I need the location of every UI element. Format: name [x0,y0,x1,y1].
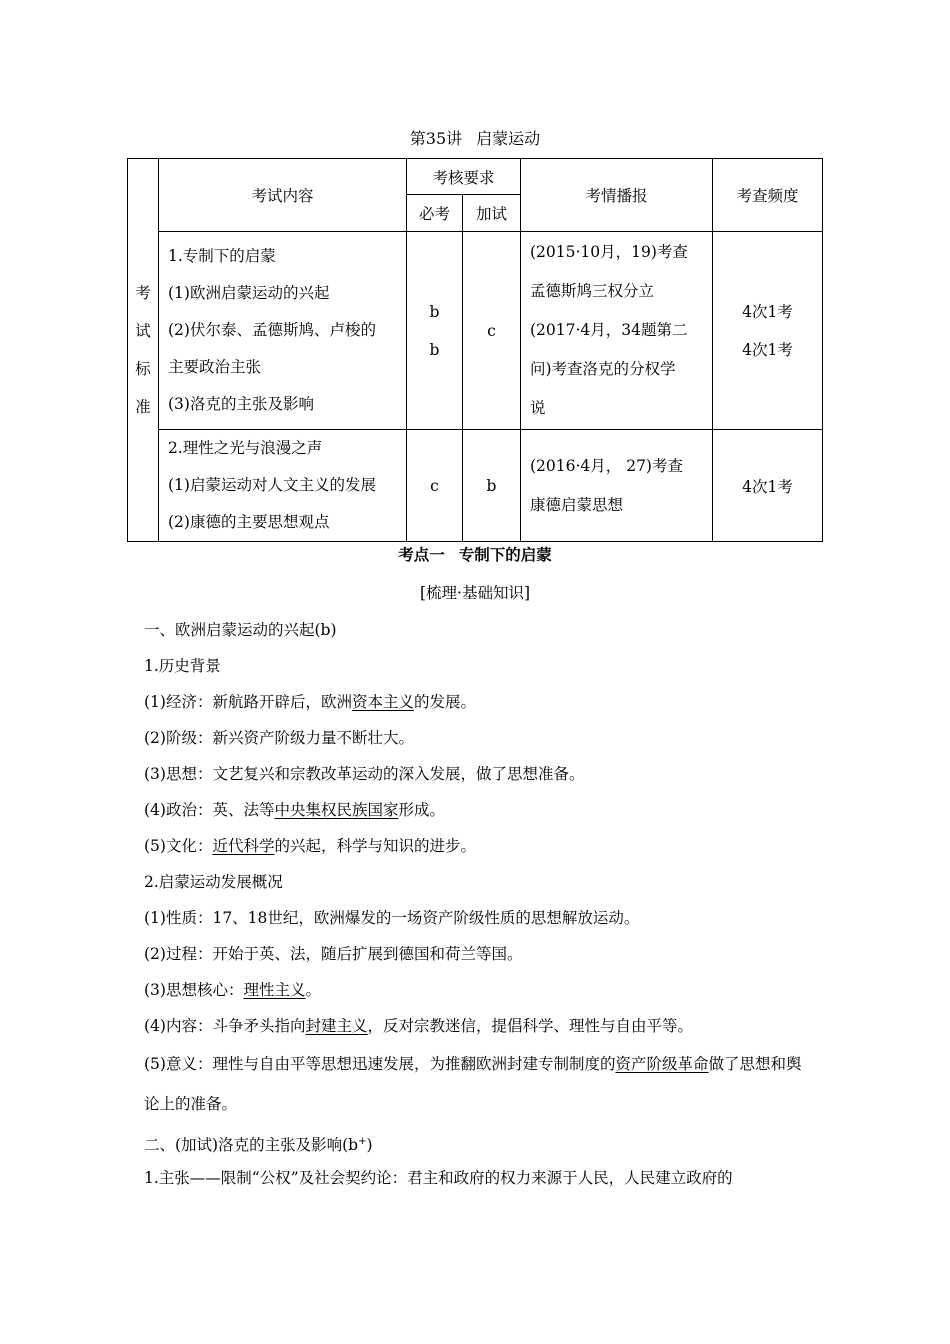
table-row [128,430,823,542]
list-item: (5)意义：理性与自由平等思想迅速发展，为推翻欧洲封建专制制度的资产阶级革命做了思想和舆论上的准备。 [144,1055,802,1113]
key-term: 资产阶级革命 [615,1055,709,1073]
row2-report: (2016·4月， 27)考查 康德启蒙思想 [521,430,713,542]
list-item: (1)经济：新航路开辟后，欧洲资本主义的发展。 [144,693,476,711]
list-item: (3)思想核心：理性主义。 [144,981,321,999]
body-text [144,612,814,1196]
paragraph: 1.主张——限制“公权”及社会契约论：君主和政府的权力来源于人民，人民建立政府的 [144,1169,733,1187]
list-item: (2)阶级：新兴资产阶级力量不断壮大。 [144,729,414,747]
key-term: 中央集权民族国家 [274,801,399,819]
page-title [0,126,950,149]
table-row [128,232,823,430]
row2-content: 2.理性之光与浪漫之声 (1)启蒙运动对人文主义的发展 (2)康德的主要思想观点 [159,430,407,542]
key-term: 封建主义 [305,1017,368,1035]
list-item: (5)文化：近代科学的兴起，科学与知识的进步。 [144,837,476,855]
lecture-number: 第35讲 [409,129,463,148]
list-item: (4)内容：斗争矛头指向封建主义，反对宗教迷信，提倡科学、理性与自由平等。 [144,1017,693,1035]
section-title: 专制下的启蒙 [458,546,552,564]
heading-enlightenment-rise: 一、欧洲启蒙运动的兴起(b) [144,621,337,639]
key-term: 理性主义 [243,981,306,999]
row1-extra: c [463,232,521,430]
header-extra: 加试 [463,195,521,232]
section-subtitle: [梳理·基础知识] [419,584,531,602]
section-label: 考点一 [398,546,445,564]
side-label: 考 试 标 准 [128,159,159,542]
list-item: (3)思想：文艺复兴和宗教改革运动的深入发展，做了思想准备。 [144,765,585,783]
key-term: 近代科学 [212,837,275,855]
exam-standard-table [127,158,823,542]
row2-required: c [407,430,463,542]
header-report: 考情播报 [521,159,713,232]
subheading-background: 1.历史背景 [144,657,221,675]
row1-content: 1.专制下的启蒙 (1)欧洲启蒙运动的兴起 (2)伏尔泰、孟德斯鸠、卢梭的 主要政治主张 (3)洛克的主张及影响 [159,232,407,430]
row1-frequency: 4次1考 4次1考 [713,232,823,430]
section-heading [0,543,950,565]
row2-extra: b [463,430,521,542]
row1-report: (2015·10月，19)考查 孟德斯鸠三权分立 (2017·4月，34题第二 问)考查洛克的分权学 说 [521,232,713,430]
header-requirement: 考核要求 [407,159,521,195]
header-content: 考试内容 [159,159,407,232]
lecture-name: 启蒙运动 [476,129,541,148]
subheading-overview: 2.启蒙运动发展概况 [144,873,283,891]
list-item: (2)过程：开始于英、法，随后扩展到德国和荷兰等国。 [144,945,523,963]
list-item: (4)政治：英、法等中央集权民族国家形成。 [144,801,445,819]
heading-locke: 二、(加试)洛克的主张及影响(b+) [144,1136,373,1155]
row1-required: b b [407,232,463,430]
row2-frequency: 4次1考 [713,430,823,542]
list-item: (1)性质：17、18世纪，欧洲爆发的一场资产阶级性质的思想解放运动。 [144,909,640,927]
header-frequency: 考查频度 [713,159,823,232]
key-term: 资本主义 [351,693,414,711]
header-required: 必考 [407,195,463,232]
